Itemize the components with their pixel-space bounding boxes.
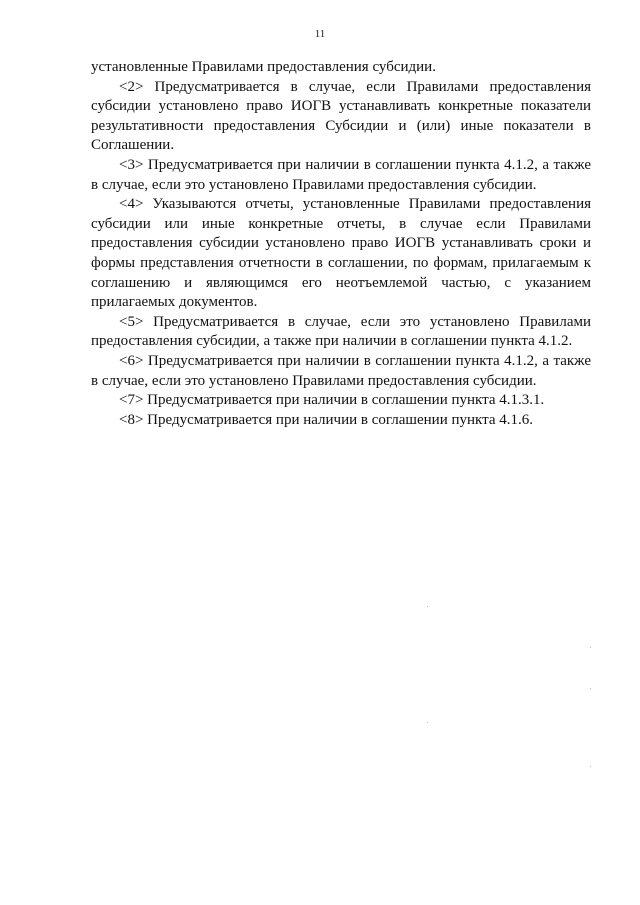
footnote-7: <7> Предусматривается при наличии в соглашении пункта 4.1.3.1. <box>119 392 545 409</box>
footnote-4: <4> Указываются отчеты, установленные Правилами предоставления субсидии или иные конкретные отчеты, в случае если Правилами предоставления субсидии установлено право ИОГВ устанавливать сроки и формы представления отчетности в соглашении, по формам, прилагаемым к соглашению и являющимся его неотъемлемой частью, с указанием прилагаемых документов. <box>91 196 591 311</box>
page-number: 11 <box>314 28 326 40</box>
footnote-3: <3> Предусматривается при наличии в соглашении пункта 4.1.2, а также в случае, если это установлено Правилами предоставления субсидии. <box>91 156 591 193</box>
document-body <box>91 58 591 430</box>
paragraph-continuation: установленные Правилами предоставления субсидии. <box>91 59 436 75</box>
footnote-2: <2> Предусматривается в случае, если Правилами предоставления субсидии установлено право ИОГВ устанавливать конкретные показатели результативности предоставления Субсидии и (или) иные показатели в Соглашении. <box>91 78 591 154</box>
footnote-6: <6> Предусматривается при наличии в соглашении пункта 4.1.2, а также в случае, если это установлено Правилами предоставления субсидии. <box>91 352 591 389</box>
footnote-5: <5> Предусматривается в случае, если это установлено Правилами предоставления субсидии, а также при наличии в соглашении пункта 4.1.2. <box>91 313 591 350</box>
footnote-8: <8> Предусматривается при наличии в соглашении пункта 4.1.6. <box>119 411 534 428</box>
scan-speck <box>590 647 591 648</box>
scan-speck <box>427 722 428 723</box>
scan-speck <box>427 606 428 607</box>
scan-speck <box>590 688 591 689</box>
scan-speck <box>590 766 591 767</box>
